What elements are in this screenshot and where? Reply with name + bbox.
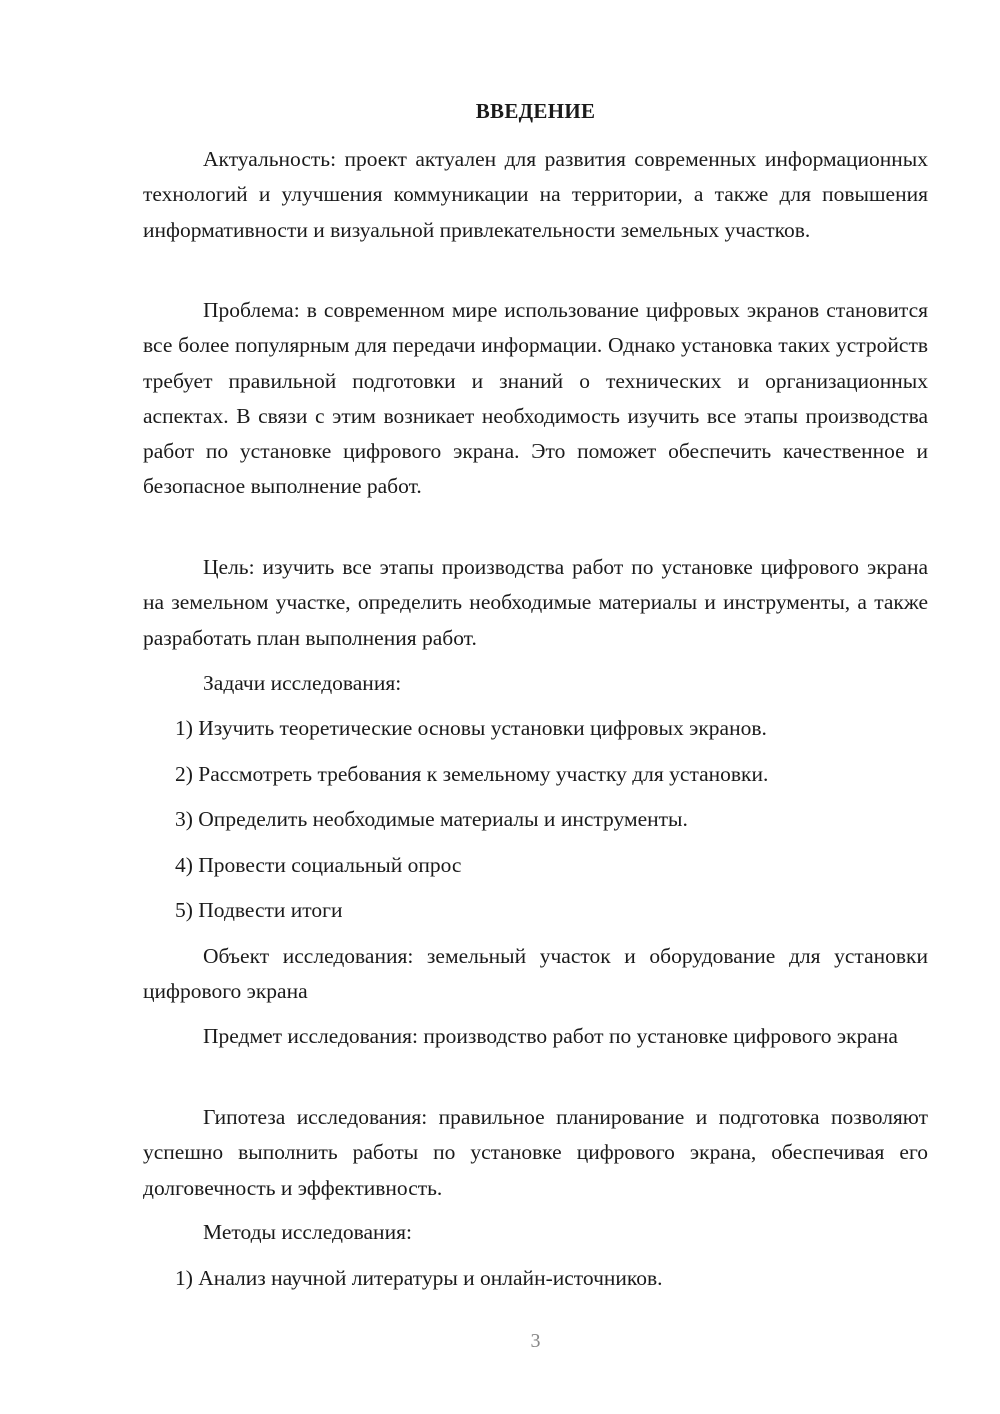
tasks-heading: Задачи исследования: — [203, 671, 402, 695]
method-item: 1) Анализ научной литературы и онлайн-источников. — [175, 1266, 663, 1290]
task-item: 1) Изучить теоретические основы установки цифровых экранов. — [175, 716, 767, 740]
hypothesis-paragraph: Гипотеза исследования: правильное планирование и подготовка позволяют успешно выполнить работы по установке цифрового экрана, обеспечивая его долговечность и эффективность. — [143, 1105, 928, 1200]
task-item: 3) Определить необходимые материалы и инструменты. — [175, 807, 688, 831]
problem-paragraph: Проблема: в современном мире использование цифровых экранов становится все более популярным для передачи информации. Однако установка таких устройств требует правильной подготовки и знаний о технических и организационных аспектах. В связи с этим возникает необходимость изучить все этапы производства работ по установке цифрового экрана. Это поможет обеспечить качественное и безопасное выполнение работ. — [143, 298, 928, 499]
object-paragraph: Объект исследования: земельный участок и оборудование для установки цифрового экрана — [143, 944, 928, 1004]
methods-heading: Методы исследования: — [203, 1220, 412, 1244]
page-number: 3 — [530, 1330, 541, 1352]
section-title: ВВЕДЕНИЕ — [475, 99, 596, 123]
task-item: 2) Рассмотреть требования к земельному участку для установки. — [175, 762, 769, 786]
relevance-paragraph: Актуальность: проект актуален для развития современных информационных технологий и улучшения коммуникации на территории, а также для повышения информативности и визуальной привлекательности земельных участков. — [143, 147, 928, 242]
subject-paragraph: Предмет исследования: производство работ по установке цифрового экрана — [203, 1024, 898, 1048]
task-item: 4) Провести социальный опрос — [175, 853, 462, 877]
goal-paragraph: Цель: изучить все этапы производства работ по установке цифрового экрана на земельном участке, определить необходимые материалы и инструменты, а также разработать план выполнения работ. — [143, 555, 928, 650]
task-item: 5) Подвести итоги — [175, 898, 343, 922]
